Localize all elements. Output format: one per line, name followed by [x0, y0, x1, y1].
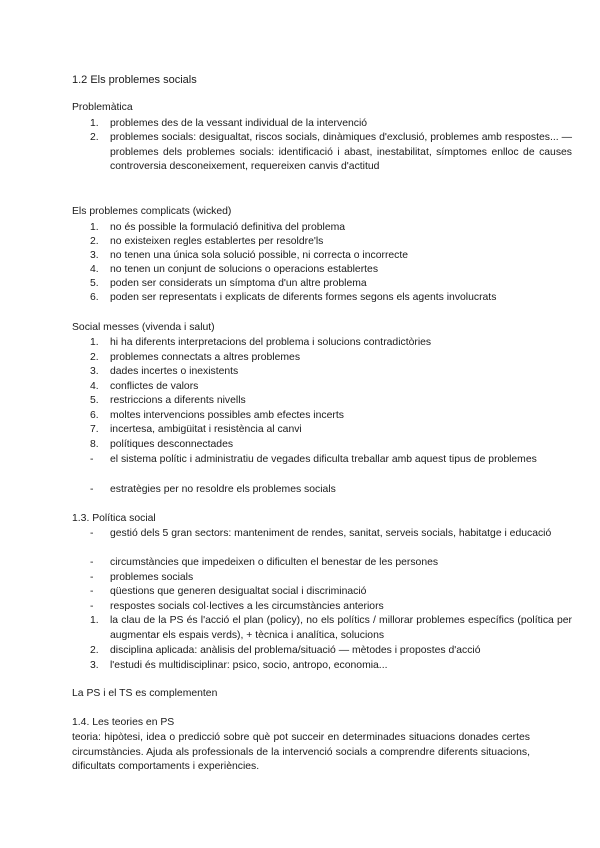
list-marker: - — [90, 601, 94, 612]
list-marker: - — [90, 572, 94, 583]
list-item-text: disciplina aplicada: anàlisis del problema/situació — mètodes i propostes d'acció — [110, 645, 481, 656]
list-item-text: el sistema polític i administratiu de vegades dificulta treballar amb aquest tipus de problemes — [110, 454, 537, 465]
list-marker: 3. — [90, 366, 99, 377]
list-item-text: moltes intervencions possibles amb efectes incerts — [110, 410, 344, 421]
list-item-text: no existeixen regles establertes per resoldre'ls — [110, 236, 324, 247]
list-marker: 8. — [90, 439, 99, 450]
list-item-text: conflictes de valors — [110, 381, 199, 392]
list-item-text: incertesa, ambigüitat i resistència al canvi — [110, 424, 302, 435]
list-marker: - — [90, 484, 94, 495]
list-item-text: circumstàncies que impedeixen o dificulten el benestar de les persones — [110, 557, 439, 568]
list-item-text: problemes des de la vessant individual de la intervenció — [110, 118, 368, 129]
list-item-text: qüestions que generen desigualtat social i discriminació — [110, 586, 367, 597]
complement-statement: La PS i el TS es complementen — [72, 688, 218, 699]
list-marker: 1. — [90, 118, 99, 129]
list-marker: 6. — [90, 292, 99, 303]
list-item-text: poden ser representats i explicats de diferents formes segons els agents involucrats — [110, 292, 497, 303]
list-marker: 2. — [90, 132, 99, 143]
list-item-text: no tenen un conjunt de solucions o operacions establertes — [110, 264, 379, 275]
list-marker: 7. — [90, 424, 99, 435]
list-item-text: no és possible la formulació definitiva del problema — [110, 222, 346, 233]
list-item-text: hi ha diferents interpretacions del problema i solucions contradictòries — [110, 337, 432, 348]
list-marker: - — [90, 454, 94, 465]
list-marker: 2. — [90, 352, 99, 363]
list-item-text: problemes socials: desigualtat, riscos socials, dinàmiques d'exclusió, problemes amb respostes... — problemes dels problemes socials: identificació i abast, inestabilitat, símptomes enlloc de causes controversia desconeixement, requereixen canvis d'actitud — [110, 132, 572, 173]
list-item-text: l'estudi és multidisciplinar: psico, socio, antropo, economia... — [110, 660, 388, 671]
list-item-text: no tenen una única sola solució possible, ni correcta o incorrecte — [110, 250, 409, 261]
list-item-text: problemes socials — [110, 572, 194, 583]
list-marker: 2. — [90, 236, 99, 247]
list-marker: 6. — [90, 410, 99, 421]
list-marker: 4. — [90, 264, 99, 275]
list-marker: 3. — [90, 660, 99, 671]
list-item-text: dades incertes o inexistents — [110, 366, 239, 377]
theory-paragraph: teoria: hipòtesi, idea o predicció sobre què pot succeir en determinades situacions donades certes circumstàncies. Ajuda als professionals de la intervenció socials a comprendre diferents situacions, dificultats comportaments i experiències. — [72, 732, 530, 773]
list-marker: 5. — [90, 278, 99, 289]
list-marker: - — [90, 557, 94, 568]
heading-complicats: Els problemes complicats (wicked) — [72, 206, 232, 217]
list-marker: 5. — [90, 395, 99, 406]
list-item-text: estratègies per no resoldre els problemes socials — [110, 484, 336, 495]
list-marker: 3. — [90, 250, 99, 261]
heading-social-messes: Social messes (vivenda i salut) — [72, 322, 215, 333]
heading-problematica: Problemàtica — [72, 102, 133, 113]
section-title-1-3: 1.3. Política social — [72, 513, 156, 524]
list-item-text: problemes connectats a altres problemes — [110, 352, 301, 363]
list-marker: - — [90, 528, 94, 539]
section-title-1-4: 1.4. Les teories en PS — [72, 717, 175, 728]
list-item-text: respostes socials col·lectives a les circumstàncies anteriors — [110, 601, 384, 612]
list-marker: 1. — [90, 615, 99, 626]
section-title-1-2: 1.2 Els problemes socials — [72, 74, 197, 86]
list-item-text: poden ser considerats un símptoma d'un altre problema — [110, 278, 367, 289]
list-item-text: la clau de la PS és l'acció el plan (policy), no els polítics / millorar problemes específics (política per augmentar els espais verds), + tècnica i analítica, solucions — [110, 615, 572, 641]
list-item-text: gestió dels 5 gran sectors: manteniment de rendes, sanitat, serveis socials, habitatge i educació — [110, 528, 552, 539]
list-item-text: polítiques desconnectades — [110, 439, 234, 450]
list-marker: 1. — [90, 337, 99, 348]
list-marker: 1. — [90, 222, 99, 233]
list-item-text: restriccions a diferents nivells — [110, 395, 246, 406]
list-marker: - — [90, 586, 94, 597]
list-marker: 4. — [90, 381, 99, 392]
list-marker: 2. — [90, 645, 99, 656]
